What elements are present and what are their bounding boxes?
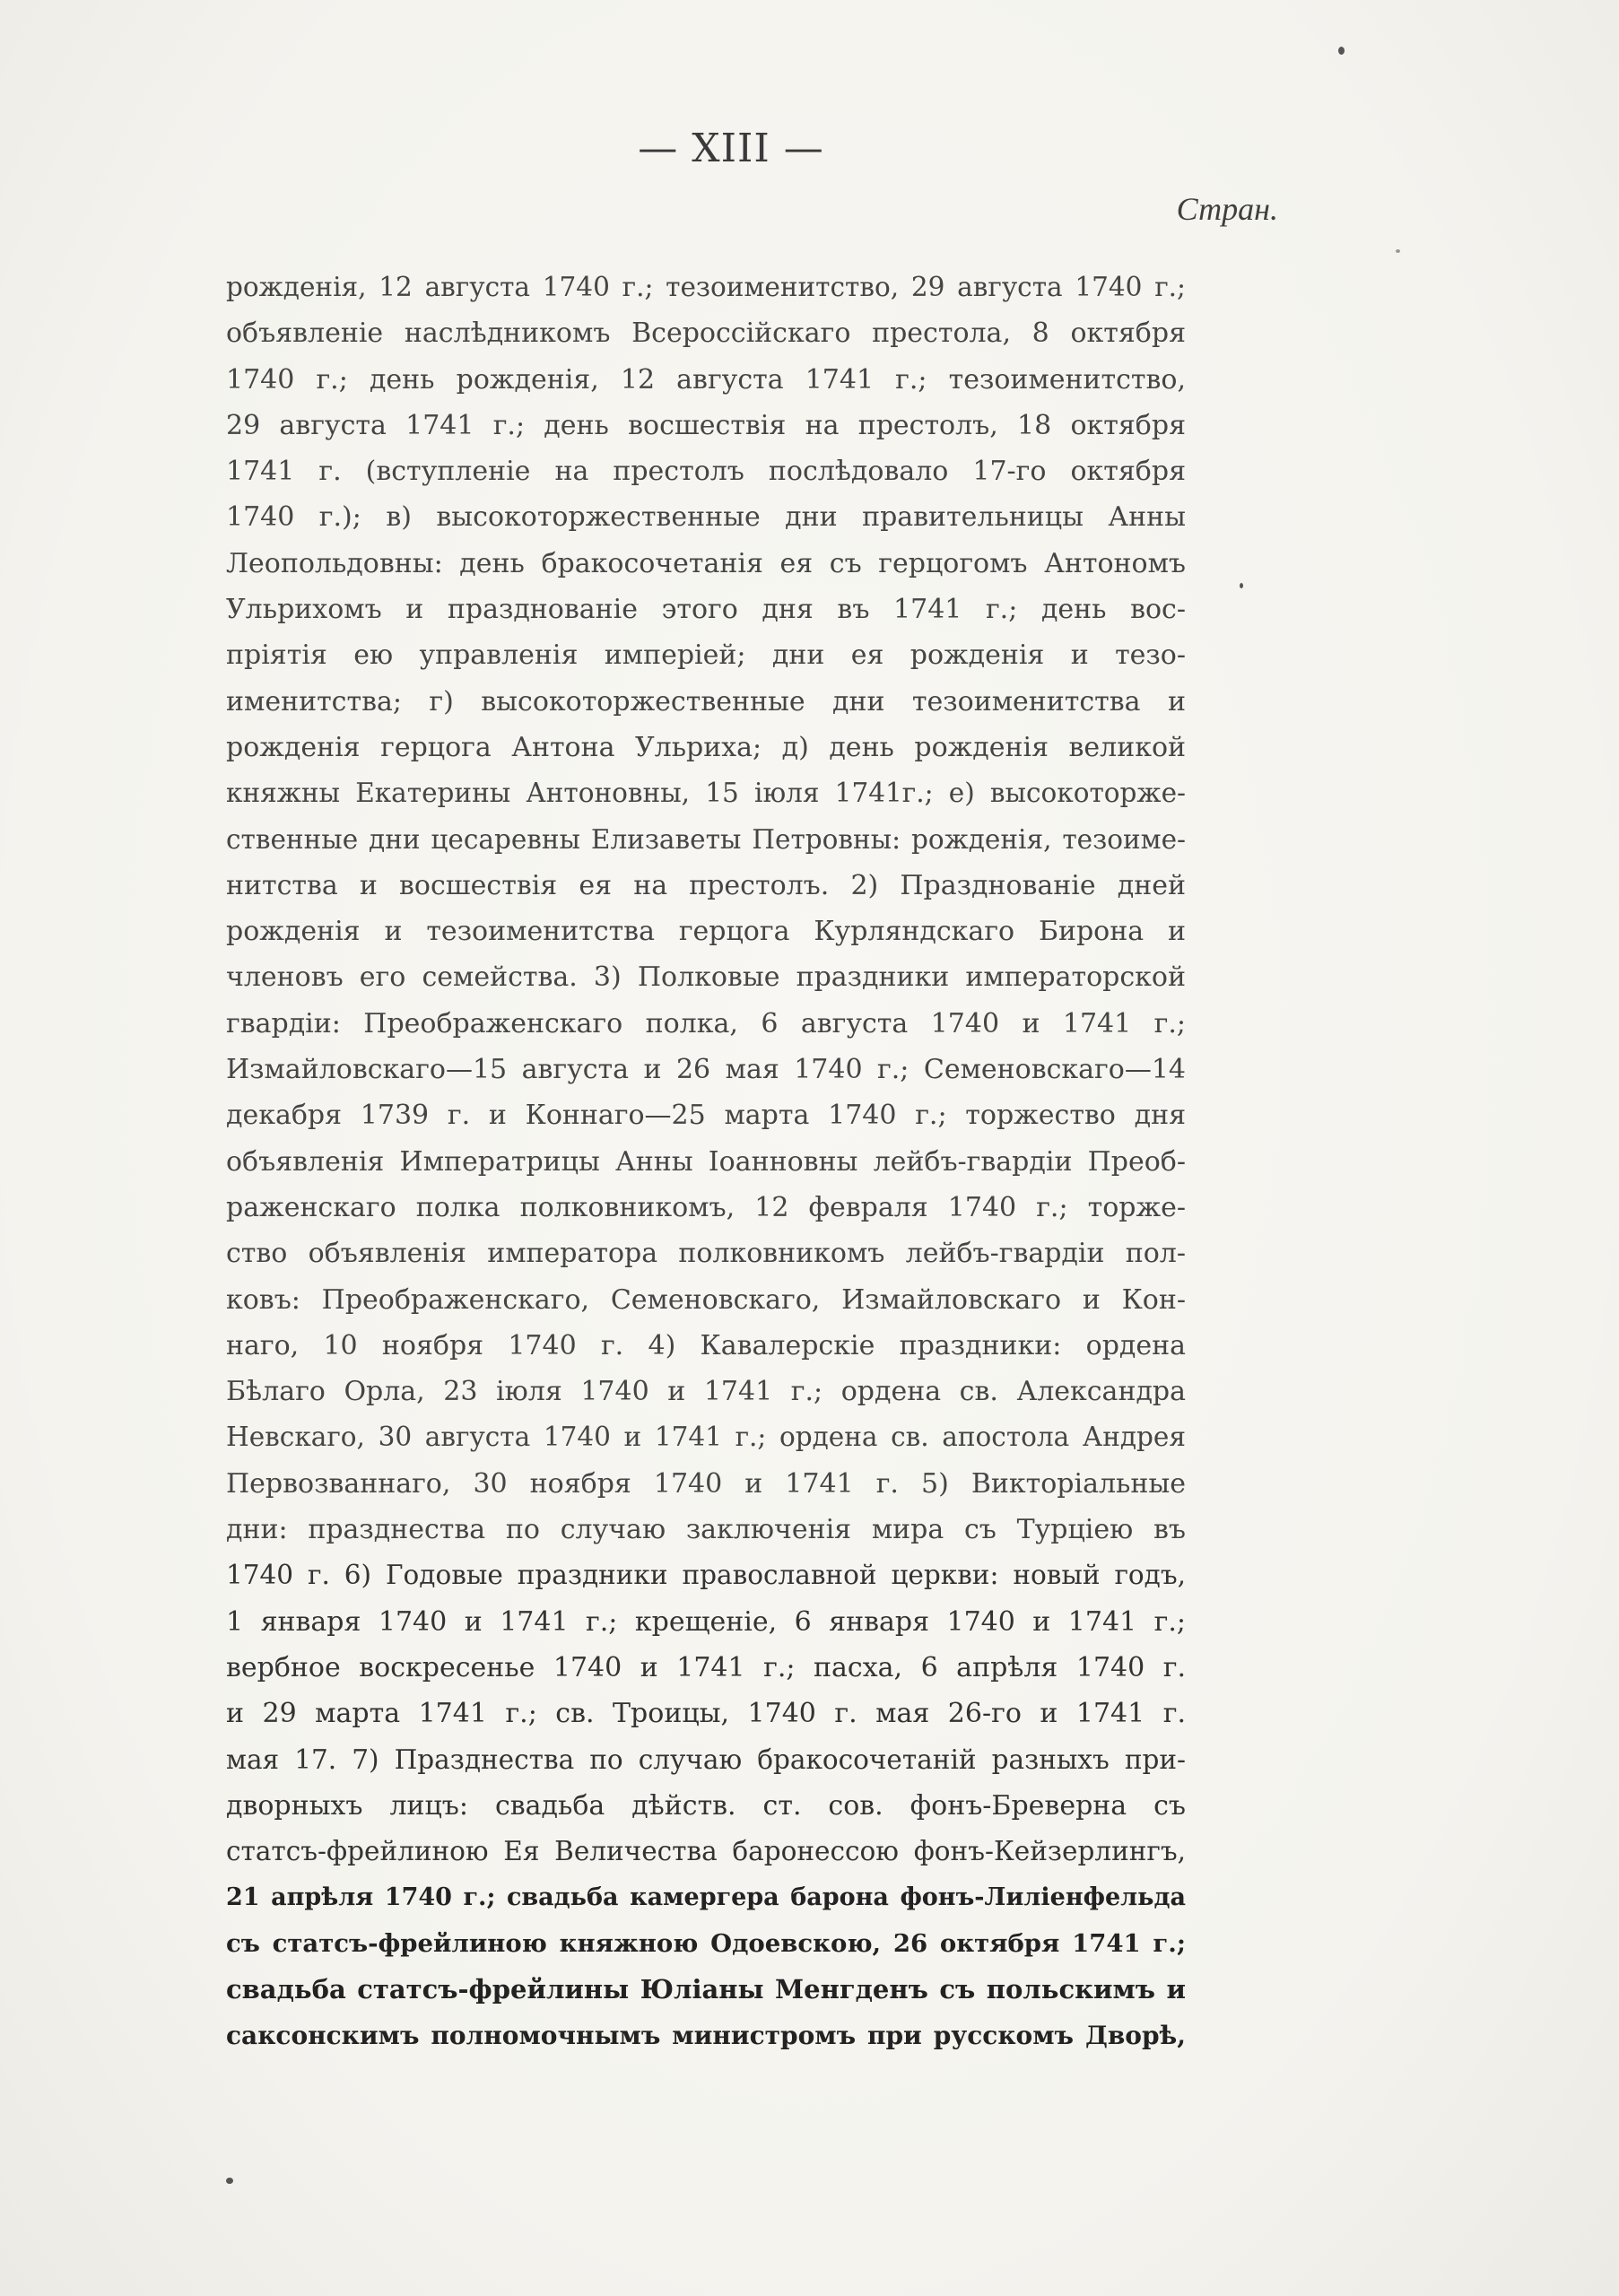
text-line: Первозваннаго, 30 ноября 1740 и 1741 г. 5) Викторіальные: [226, 1467, 1186, 1500]
paper-speck: [1338, 47, 1345, 55]
text-line: ственные дни цесаревны Елизаветы Петровны: рожденія, тезоиме-: [226, 823, 1186, 855]
text-line: декабря 1739 г. и Коннаго—25 марта 1740 г.; торжество дня: [226, 1100, 1186, 1132]
text-line: рожденія герцога Антона Ульриха; д) день рожденія великой: [226, 731, 1186, 763]
text-line: Измайловскаго—15 августа и 26 мая 1740 г.; Семеновскаго—14: [226, 1054, 1186, 1086]
text-line: объявленіе наслѣдникомъ Всероссійскаго престола, 8 октября: [226, 317, 1186, 350]
text-line: Леопольдовны: день бракосочетанія ея съ герцогомъ Антономъ: [226, 547, 1186, 579]
column-label-page: Стран.: [1176, 191, 1278, 227]
text-line: 21 апрѣля 1740 г.; свадьба камергера барона фонъ-Лиліенфельда: [226, 1883, 1186, 1912]
paper-speck: [226, 2178, 233, 2184]
text-line: ство объявленія императора полковникомъ лейбъ-гвардіи пол-: [226, 1238, 1186, 1270]
text-line: саксонскимъ полномочнымъ министромъ при русскомъ Дворѣ,: [226, 2021, 1186, 2051]
text-line: дворныхъ лицъ: свадьба дѣйств. ст. сов. фонъ-Бреверна съ: [226, 1789, 1186, 1822]
text-line: членовъ его семейства. 3) Полковые праздники императорской: [226, 961, 1186, 994]
text-line: именитства; г) высокоторжественные дни тезоименитства и: [226, 685, 1186, 718]
text-line: съ статсъ-фрейлиною княжною Одоевскою, 26 октября 1741 г.;: [226, 1928, 1186, 1958]
text-line: княжны Екатерины Антоновны, 15 іюля 1741г.; е) высокоторже-: [226, 778, 1186, 809]
text-line: 1740 г.; день рожденія, 12 августа 1741 г.; тезоименитство,: [226, 363, 1186, 396]
paper-speck: [1396, 249, 1400, 253]
text-line: 1740 г.); в) высокоторжественные дни правительницы Анны: [226, 501, 1186, 534]
text-line: рожденія и тезоименитства герцога Курляндскаго Бирона и: [226, 916, 1186, 948]
text-line: Ульрихомъ и празднованіе этого дня въ 1741 г.; день вос-: [226, 594, 1186, 626]
text-line: рожденія, 12 августа 1740 г.; тезоименитство, 29 августа 1740 г.;: [226, 272, 1186, 302]
text-line: ковъ: Преображенскаго, Семеновскаго, Измайловскаго и Кон-: [226, 1283, 1186, 1316]
text-line: наго, 10 ноября 1740 г. 4) Кавалерскіе праздники: ордена: [226, 1329, 1186, 1361]
body-text: [226, 265, 1186, 2059]
text-line: Невскаго, 30 августа 1740 и 1741 г.; ордена св. апостола Андрея: [226, 1422, 1186, 1453]
text-line: свадьба статсъ-фрейлины Юліаны Менгденъ съ польскимъ и: [226, 1973, 1186, 2005]
text-line: 1740 г. 6) Годовые праздники православной церкви: новый годъ,: [226, 1560, 1186, 1591]
text-line: 29 августа 1741 г.; день восшествія на престолъ, 18 октября: [226, 409, 1186, 441]
text-line: раженскаго полка полковникомъ, 12 февраля 1740 г.; торже-: [226, 1191, 1186, 1223]
text-line: мая 17. 7) Празднества по случаю бракосочетаній разныхъ при-: [226, 1744, 1186, 1775]
text-line: 1741 г. (вступленіе на престолъ послѣдовало 17-го октября: [226, 456, 1186, 488]
text-line: нитства и восшествія ея на престолъ. 2) Празднованіе дней: [226, 869, 1186, 901]
text-line: статсъ-фрейлиною Ея Величества баронессою фонъ-Кейзерлингъ,: [226, 1836, 1186, 1867]
paper-speck: [1240, 583, 1243, 588]
text-line: объявленія Императрицы Анны Іоанновны лейбъ-гвардіи Преоб-: [226, 1145, 1186, 1178]
text-line: вербное воскресенье 1740 и 1741 г.; пасха, 6 апрѣля 1740 г.: [226, 1651, 1186, 1683]
text-line: гвардіи: Преображенскаго полка, 6 августа 1740 и 1741 г.;: [226, 1007, 1186, 1039]
page-number: — XIII —: [638, 126, 824, 171]
text-line: 1 января 1740 и 1741 г.; крещеніе, 6 января 1740 и 1741 г.;: [226, 1605, 1186, 1638]
text-line: Бѣлаго Орла, 23 іюля 1740 и 1741 г.; ордена св. Александра: [226, 1376, 1186, 1408]
text-line: и 29 марта 1741 г.; св. Троицы, 1740 г. мая 26-го и 1741 г.: [226, 1698, 1186, 1730]
text-line: пріятія ею управленія имперіей; дни ея рожденія и тезо-: [226, 639, 1186, 672]
text-line: дни: празднества по случаю заключенія мира съ Турціею въ: [226, 1514, 1186, 1546]
